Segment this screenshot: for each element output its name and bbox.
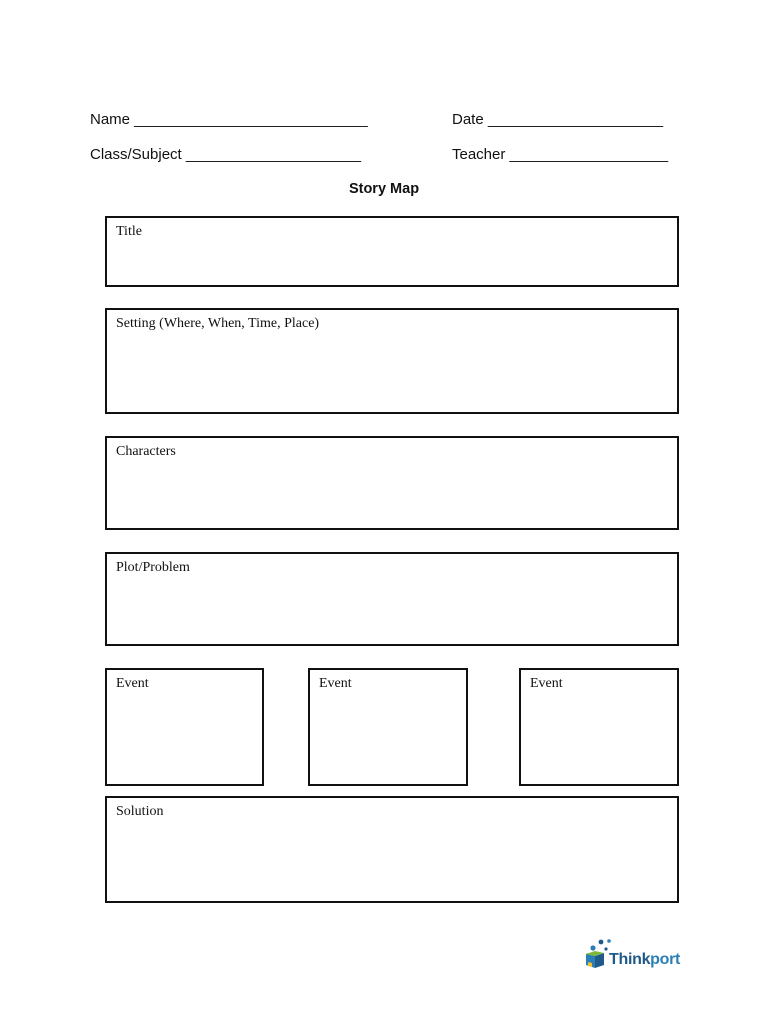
characters-box-label: Characters: [116, 444, 176, 459]
setting-box-label: Setting (Where, When, Time, Place): [116, 316, 320, 331]
date-field-line: Date _____________________: [452, 111, 664, 128]
teacher-field-line: Teacher ___________________: [452, 146, 669, 163]
characters-box: [105, 436, 679, 530]
event-box-3-label: Event: [530, 676, 563, 691]
page-title: Story Map: [348, 181, 420, 197]
class-subject-field-line: Class/Subject _____________________: [90, 146, 362, 163]
thinkport-logo: [584, 938, 694, 976]
event-box-1-label: Event: [116, 676, 149, 691]
event-box-1: [105, 668, 264, 786]
event-box-2: [308, 668, 468, 786]
event-box-2-label: Event: [319, 676, 352, 691]
setting-box: [105, 308, 679, 414]
title-box-label: Title: [116, 224, 142, 239]
title-box: [105, 216, 679, 287]
solution-box: [105, 796, 679, 903]
solution-box-label: Solution: [116, 804, 164, 819]
plot-problem-box: [105, 552, 679, 646]
event-box-3: [519, 668, 679, 786]
name-field-line: Name ____________________________: [90, 111, 368, 128]
thinkport-wordmark: Thinkport: [609, 951, 681, 968]
plot-problem-box-label: Plot/Problem: [116, 560, 190, 575]
